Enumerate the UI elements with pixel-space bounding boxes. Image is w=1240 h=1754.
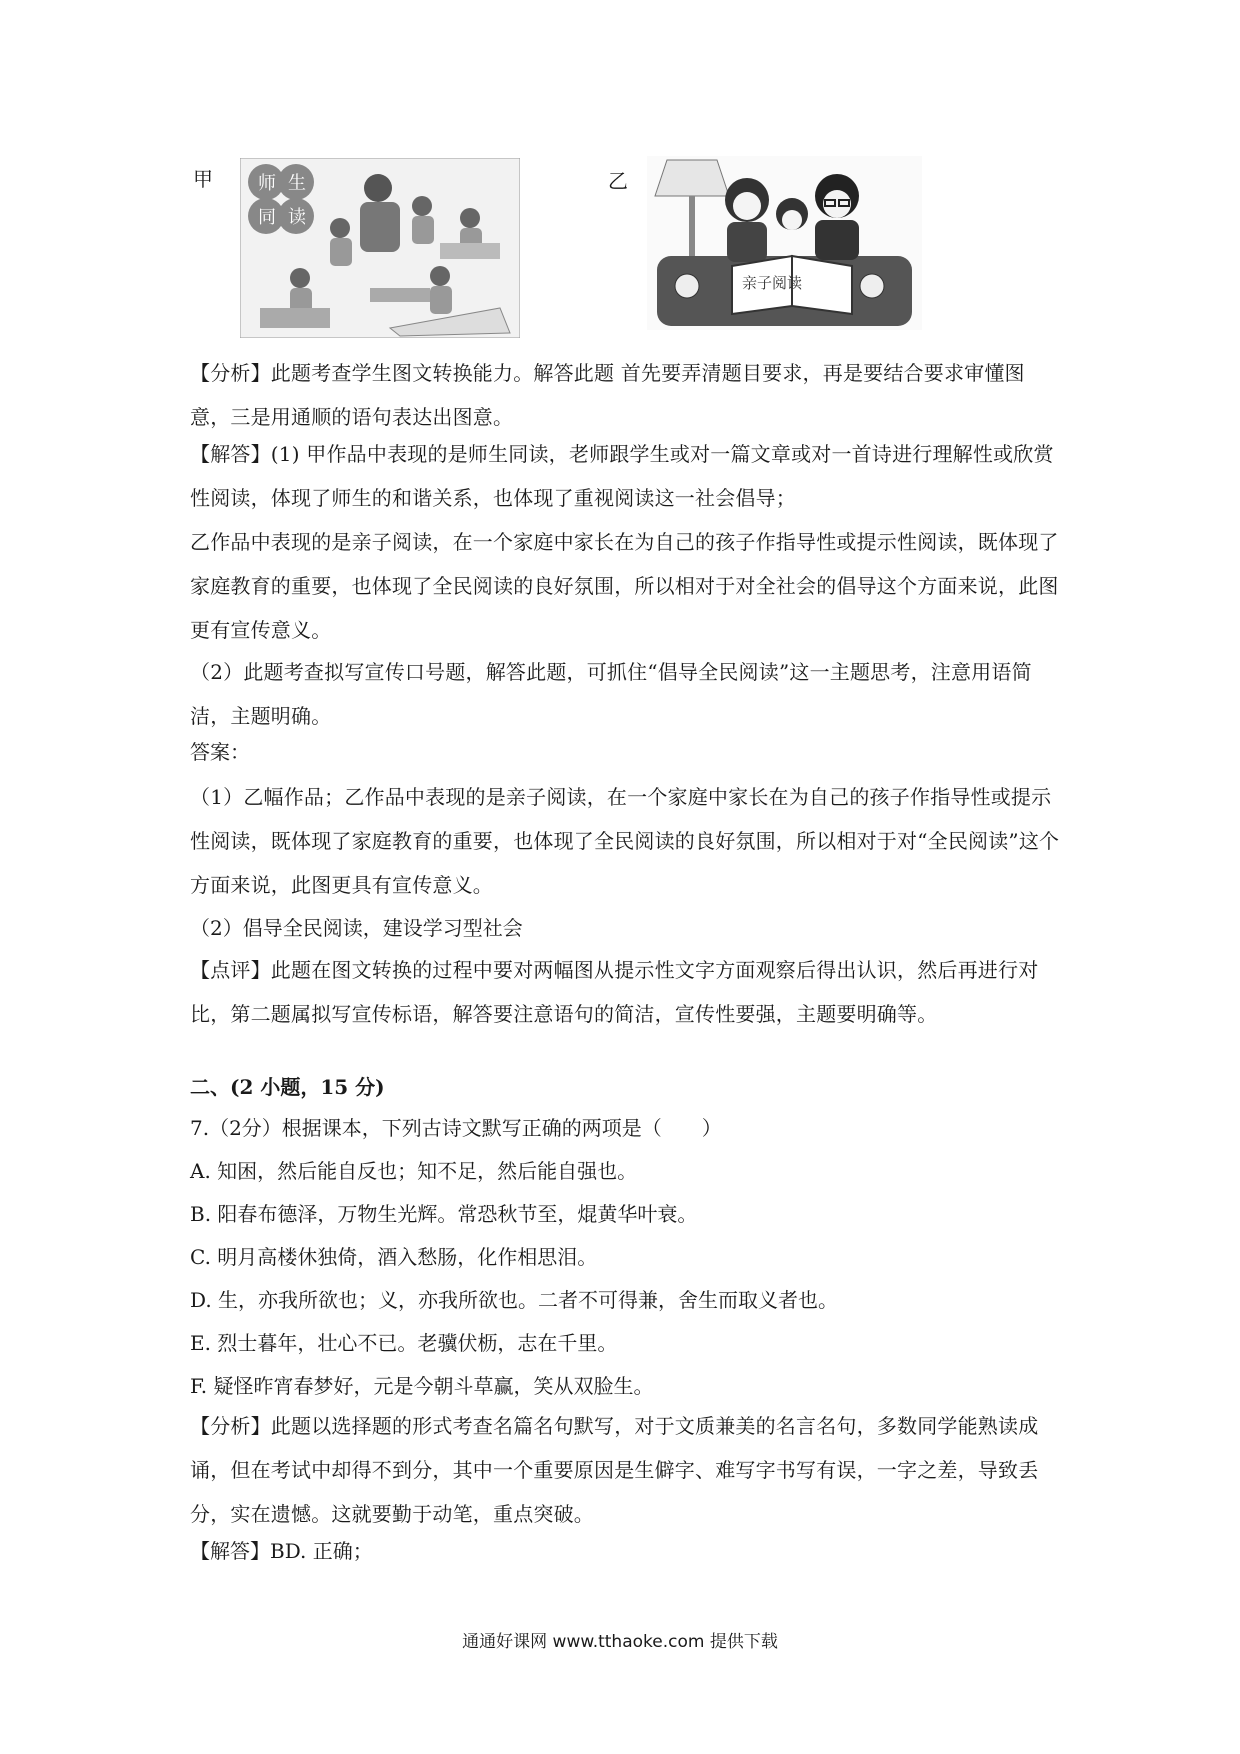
figure-jia-image [240, 158, 520, 338]
q7-answer: 【解答】BD. 正确； [190, 1539, 373, 1563]
q7-option-d: D. 生，亦我所欲也；义，亦我所欲也。二者不可得兼，舍生而取义者也。 [190, 1288, 839, 1312]
q7-stem: 7.（2分）根据课本，下列古诗文默写正确的两项是（ ） [190, 1116, 722, 1140]
q7-option-f: F. 疑怪昨宵春梦好，元是今朝斗草赢，笑从双脸生。 [190, 1374, 654, 1398]
q6-comment: 【点评】此题在图文转换的过程中要对两幅图从提示性文字方面观察后得出认识，然后再进行对比，第二题属拟写宣传标语，解答要注意语句的简洁，宣传性要强，主题要明确等。 [190, 958, 1039, 1026]
answer-key-2: （2）倡导全民阅读，建设学习型社会 [190, 916, 523, 940]
q6-answer-part2: （2）此题考查拟写宣传口号题，解答此题，可抓住“倡导全民阅读”这一主题思考，注意用语简洁，主题明确。 [190, 660, 1032, 728]
answer-label: 答案： [190, 740, 250, 764]
caption-char-1: 师 [258, 173, 276, 194]
teacher-student-reading-illustration [240, 158, 520, 338]
q7-option-a: A. 知困，然后能自反也；知不足，然后能自强也。 [190, 1159, 638, 1183]
caption-char-3: 同 [258, 207, 276, 228]
book-caption: 亲子阅读 [742, 274, 803, 292]
answer-key-1: （1）乙幅作品；乙作品中表现的是亲子阅读，在一个家庭中家长在为自己的孩子作指导性或提示性阅读，既体现了家庭教育的重要，也体现了全民阅读的良好氛围，所以相对于对“全民阅读”这个方面来说，此图更具有宣传意义。 [190, 785, 1060, 897]
q7-option-e: E. 烈士暮年，壮心不已。老骥伏枥，志在千里。 [190, 1331, 618, 1355]
q6-answer-yi: 乙作品中表现的是亲子阅读，在一个家庭中家长在为自己的孩子作指导性或提示性阅读，既体现了家庭教育的重要，也体现了全民阅读的良好氛围，所以相对于对全社会的倡导这个方面来说，此图更有宣传意义。 [190, 530, 1059, 642]
q7-analysis: 【分析】此题以选择题的形式考查名篇名句默写，对于文质兼美的名言名句，多数同学能熟读成诵，但在考试中却得不到分，其中一个重要原因是生僻字、难写字书写有误，一字之差，导致丢分，实在遗憾。这就要勤于动笔，重点突破。 [190, 1414, 1039, 1526]
section-heading: 二、(2 小题，15 分) [190, 1075, 385, 1099]
q6-analysis: 【分析】此题考查学生图文转换能力。解答此题 首先要弄清题目要求，再是要结合要求审懂图意，三是用通顺的语句表达出图意。 [190, 361, 1025, 429]
page-footer: 通通好课网 www.tthaoke.com 提供下载 [462, 1632, 778, 1652]
caption-char-2: 生 [288, 173, 306, 194]
figure-yi-label: 乙 [608, 169, 628, 193]
q7-option-c: C. 明月高楼休独倚，酒入愁肠，化作相思泪。 [190, 1245, 598, 1269]
parent-child-reading-illustration [647, 156, 922, 330]
caption-char-4: 读 [288, 207, 306, 228]
q7-option-b: B. 阳春布德泽，万物生光辉。常恐秋节至，焜黄华叶衰。 [190, 1202, 698, 1226]
q6-answer-intro: 【解答】(1) 甲作品中表现的是师生同读，老师跟学生或对一篇文章或对一首诗进行理解性或欣赏性阅读，体现了师生的和谐关系，也体现了重视阅读这一社会倡导； [190, 442, 1054, 510]
figure-jia-label: 甲 [193, 167, 213, 191]
figure-yi-image [647, 156, 922, 330]
